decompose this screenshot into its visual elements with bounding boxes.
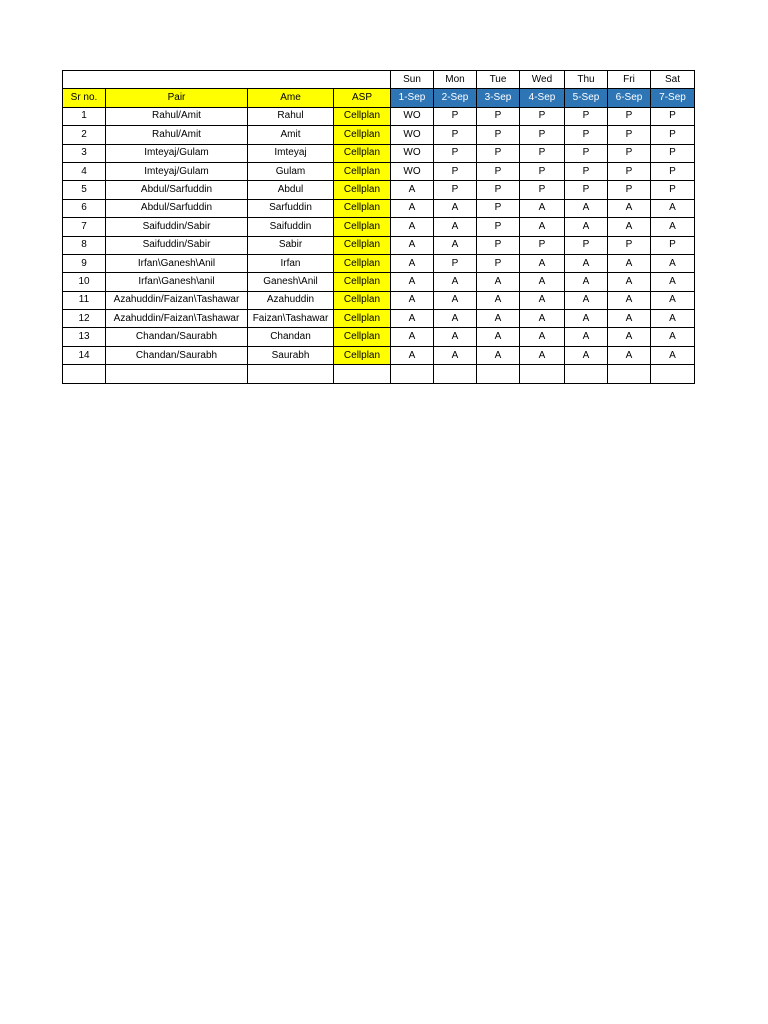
pair-cell: Azahuddin/Faizan\Tashawar: [106, 310, 248, 328]
sr-no-cell: 9: [63, 254, 106, 272]
attendance-cell: P: [651, 107, 695, 125]
asp-cell: Cellplan: [334, 273, 391, 291]
attendance-cell: WO: [391, 126, 434, 144]
attendance-cell: A: [391, 181, 434, 199]
attendance-cell: A: [520, 310, 565, 328]
attendance-cell: A: [520, 328, 565, 346]
attendance-cell: P: [520, 144, 565, 162]
attendance-cell: P: [477, 236, 520, 254]
attendance-cell: P: [608, 162, 651, 180]
pair-cell: Imteyaj/Gulam: [106, 162, 248, 180]
empty-cell: [106, 365, 248, 383]
attendance-cell: P: [608, 236, 651, 254]
empty-cell: [565, 365, 608, 383]
pair-cell: Chandan/Saurabh: [106, 328, 248, 346]
attendance-cell: A: [651, 254, 695, 272]
attendance-cell: A: [391, 273, 434, 291]
table-row: [63, 181, 695, 199]
asp-cell: Cellplan: [334, 328, 391, 346]
attendance-cell: P: [477, 181, 520, 199]
attendance-cell: A: [608, 218, 651, 236]
asp-header: ASP: [334, 89, 391, 107]
asp-cell: Cellplan: [334, 236, 391, 254]
column-header-row: [63, 89, 695, 107]
asp-cell: Cellplan: [334, 107, 391, 125]
ame-header: Ame: [248, 89, 334, 107]
attendance-cell: P: [651, 236, 695, 254]
attendance-table: [62, 70, 695, 384]
attendance-cell: P: [565, 126, 608, 144]
day-cell-thu: Thu: [565, 71, 608, 89]
ame-cell: Rahul: [248, 107, 334, 125]
asp-cell: Cellplan: [334, 346, 391, 364]
sr-no-cell: 12: [63, 310, 106, 328]
day-header-row: [63, 71, 695, 89]
ame-cell: Sarfuddin: [248, 199, 334, 217]
ame-cell: Saifuddin: [248, 218, 334, 236]
attendance-cell: A: [477, 273, 520, 291]
attendance-cell: P: [565, 236, 608, 254]
day-cell-fri: Fri: [608, 71, 651, 89]
attendance-cell: WO: [391, 144, 434, 162]
attendance-cell: A: [520, 218, 565, 236]
attendance-cell: P: [565, 181, 608, 199]
ame-cell: Azahuddin: [248, 291, 334, 309]
sr-no-cell: 8: [63, 236, 106, 254]
asp-cell: Cellplan: [334, 162, 391, 180]
attendance-cell: A: [608, 328, 651, 346]
empty-row: [63, 365, 695, 383]
pair-cell: Abdul/Sarfuddin: [106, 199, 248, 217]
pair-cell: Rahul/Amit: [106, 107, 248, 125]
attendance-cell: A: [651, 199, 695, 217]
attendance-cell: P: [520, 162, 565, 180]
sr-no-cell: 5: [63, 181, 106, 199]
attendance-cell: P: [434, 107, 477, 125]
attendance-cell: P: [520, 236, 565, 254]
attendance-cell: A: [391, 218, 434, 236]
sr-no-cell: 4: [63, 162, 106, 180]
attendance-cell: A: [565, 218, 608, 236]
attendance-cell: A: [391, 291, 434, 309]
pair-header: Pair: [106, 89, 248, 107]
empty-cell: [391, 365, 434, 383]
attendance-cell: A: [391, 346, 434, 364]
pair-cell: Saifuddin/Sabir: [106, 218, 248, 236]
empty-cell: [608, 365, 651, 383]
attendance-cell: A: [477, 291, 520, 309]
attendance-cell: P: [477, 254, 520, 272]
pair-cell: Irfan\Ganesh\anil: [106, 273, 248, 291]
attendance-cell: A: [565, 199, 608, 217]
attendance-cell: P: [651, 181, 695, 199]
table-row: [63, 162, 695, 180]
ame-cell: Sabir: [248, 236, 334, 254]
day-cell-sun: Sun: [391, 71, 434, 89]
attendance-cell: A: [477, 310, 520, 328]
attendance-cell: A: [565, 291, 608, 309]
attendance-cell: A: [651, 346, 695, 364]
day-cell-mon: Mon: [434, 71, 477, 89]
asp-cell: Cellplan: [334, 181, 391, 199]
table-row: [63, 254, 695, 272]
table-row: [63, 199, 695, 217]
attendance-cell: A: [608, 310, 651, 328]
attendance-cell: A: [608, 199, 651, 217]
sr-no-cell: 13: [63, 328, 106, 346]
pair-cell: Irfan\Ganesh\Anil: [106, 254, 248, 272]
attendance-cell: A: [434, 310, 477, 328]
date-header-cell: 4-Sep: [520, 89, 565, 107]
ame-cell: Chandan: [248, 328, 334, 346]
table-row: [63, 310, 695, 328]
attendance-cell: A: [608, 291, 651, 309]
attendance-cell: A: [651, 310, 695, 328]
asp-cell: Cellplan: [334, 199, 391, 217]
attendance-cell: WO: [391, 162, 434, 180]
table-row: [63, 107, 695, 125]
attendance-cell: A: [651, 218, 695, 236]
attendance-cell: A: [434, 328, 477, 346]
ame-cell: Ganesh\Anil: [248, 273, 334, 291]
attendance-cell: A: [434, 218, 477, 236]
asp-cell: Cellplan: [334, 310, 391, 328]
ame-cell: Irfan: [248, 254, 334, 272]
attendance-cell: WO: [391, 107, 434, 125]
table-row: [63, 291, 695, 309]
empty-cell: [434, 365, 477, 383]
date-header-cell: 2-Sep: [434, 89, 477, 107]
attendance-cell: A: [391, 236, 434, 254]
table-row: [63, 346, 695, 364]
attendance-cell: A: [434, 346, 477, 364]
ame-cell: Saurabh: [248, 346, 334, 364]
attendance-cell: A: [391, 254, 434, 272]
attendance-cell: P: [651, 162, 695, 180]
date-header-cell: 3-Sep: [477, 89, 520, 107]
pair-cell: Saifuddin/Sabir: [106, 236, 248, 254]
ame-cell: Amit: [248, 126, 334, 144]
attendance-cell: P: [434, 162, 477, 180]
sr-no-cell: 2: [63, 126, 106, 144]
attendance-cell: A: [608, 254, 651, 272]
sr-no-cell: 10: [63, 273, 106, 291]
day-cell-tue: Tue: [477, 71, 520, 89]
pair-cell: Abdul/Sarfuddin: [106, 181, 248, 199]
table-row: [63, 144, 695, 162]
pair-cell: Azahuddin/Faizan\Tashawar: [106, 291, 248, 309]
attendance-cell: P: [608, 181, 651, 199]
ame-cell: Gulam: [248, 162, 334, 180]
asp-cell: Cellplan: [334, 291, 391, 309]
date-header-cell: 7-Sep: [651, 89, 695, 107]
attendance-cell: A: [520, 346, 565, 364]
attendance-cell: A: [520, 273, 565, 291]
attendance-cell: A: [565, 273, 608, 291]
empty-cell: [477, 365, 520, 383]
date-header-cell: 5-Sep: [565, 89, 608, 107]
attendance-cell: A: [391, 199, 434, 217]
attendance-cell: P: [565, 162, 608, 180]
pair-cell: Chandan/Saurabh: [106, 346, 248, 364]
attendance-cell: P: [520, 107, 565, 125]
sr-no-header: Sr no.: [63, 89, 106, 107]
date-header-cell: 6-Sep: [608, 89, 651, 107]
attendance-cell: A: [651, 328, 695, 346]
attendance-cell: P: [434, 181, 477, 199]
empty-cell: [248, 365, 334, 383]
ame-cell: Imteyaj: [248, 144, 334, 162]
attendance-cell: P: [651, 144, 695, 162]
attendance-cell: A: [434, 291, 477, 309]
sr-no-cell: 6: [63, 199, 106, 217]
attendance-cell: P: [520, 181, 565, 199]
sr-no-cell: 11: [63, 291, 106, 309]
attendance-cell: P: [608, 144, 651, 162]
attendance-cell: P: [565, 107, 608, 125]
empty-cell: [63, 365, 106, 383]
attendance-cell: A: [520, 254, 565, 272]
sr-no-cell: 3: [63, 144, 106, 162]
table-row: [63, 218, 695, 236]
date-header-cell: 1-Sep: [391, 89, 434, 107]
attendance-cell: P: [477, 162, 520, 180]
attendance-cell: P: [434, 144, 477, 162]
attendance-cell: A: [608, 346, 651, 364]
attendance-cell: A: [477, 346, 520, 364]
asp-cell: Cellplan: [334, 126, 391, 144]
attendance-cell: P: [434, 254, 477, 272]
attendance-cell: P: [477, 218, 520, 236]
attendance-cell: A: [434, 199, 477, 217]
asp-cell: Cellplan: [334, 254, 391, 272]
attendance-cell: A: [434, 273, 477, 291]
attendance-cell: A: [477, 328, 520, 346]
attendance-cell: A: [651, 291, 695, 309]
attendance-cell: A: [391, 328, 434, 346]
attendance-cell: P: [477, 126, 520, 144]
attendance-cell: A: [565, 328, 608, 346]
asp-cell: Cellplan: [334, 218, 391, 236]
empty-cell: [334, 365, 391, 383]
attendance-cell: P: [565, 144, 608, 162]
table-row: [63, 328, 695, 346]
blank-header-cell: [63, 71, 391, 89]
attendance-cell: P: [477, 199, 520, 217]
asp-cell: Cellplan: [334, 144, 391, 162]
empty-cell: [651, 365, 695, 383]
pair-cell: Rahul/Amit: [106, 126, 248, 144]
attendance-cell: A: [565, 310, 608, 328]
ame-cell: Faizan\Tashawar: [248, 310, 334, 328]
table-row: [63, 126, 695, 144]
attendance-cell: A: [520, 199, 565, 217]
attendance-cell: P: [520, 126, 565, 144]
ame-cell: Abdul: [248, 181, 334, 199]
attendance-cell: A: [651, 273, 695, 291]
attendance-cell: A: [434, 236, 477, 254]
day-cell-sat: Sat: [651, 71, 695, 89]
attendance-cell: P: [608, 126, 651, 144]
table-row: [63, 236, 695, 254]
attendance-cell: P: [608, 107, 651, 125]
sr-no-cell: 7: [63, 218, 106, 236]
attendance-cell: P: [477, 107, 520, 125]
attendance-cell: P: [651, 126, 695, 144]
empty-cell: [520, 365, 565, 383]
sr-no-cell: 1: [63, 107, 106, 125]
attendance-cell: P: [434, 126, 477, 144]
table-row: [63, 273, 695, 291]
attendance-cell: P: [477, 144, 520, 162]
attendance-cell: A: [565, 254, 608, 272]
day-cell-wed: Wed: [520, 71, 565, 89]
attendance-cell: A: [520, 291, 565, 309]
pair-cell: Imteyaj/Gulam: [106, 144, 248, 162]
sr-no-cell: 14: [63, 346, 106, 364]
attendance-cell: A: [391, 310, 434, 328]
attendance-cell: A: [565, 346, 608, 364]
attendance-cell: A: [608, 273, 651, 291]
